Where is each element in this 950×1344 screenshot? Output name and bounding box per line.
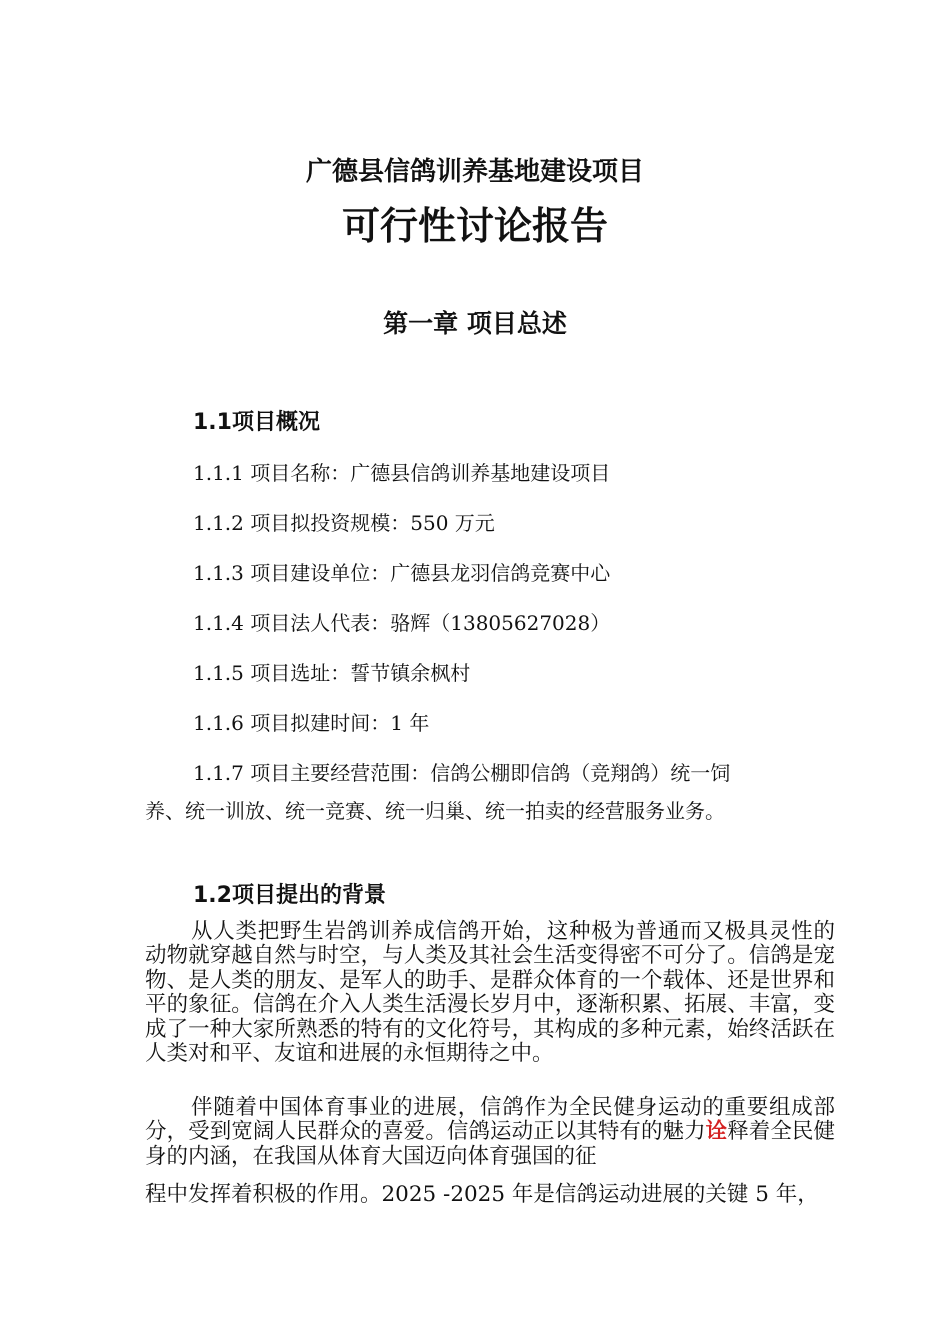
item-site-location: 1.1.5 项目选址：誓节镇余枫村: [193, 661, 471, 685]
background-paragraph-1: 从人类把野生岩鸽训养成信鸽开始，这种极为普通而又极具灵性的动物就穿越自然与时空，与人类及其社会生活变得密不可分了。信鸽是宠物、是人类的朋友、是军人的助手、是群众体育的一个载体、还是世界和平的象征。信鸽在介入人类生活漫长岁月中，逐渐积累、拓展、丰富，变成了一种大家所熟悉的特有的文化符号，其构成的多种元素，始终活跃在人类对和平、友谊和进展的永恒期待之中。: [145, 919, 835, 1067]
item-investment-scale: 1.1.2 项目拟投资规模：550 万元: [193, 511, 495, 535]
item-construction-time: 1.1.6 项目拟建时间：1 年: [193, 711, 430, 735]
item-construction-unit: 1.1.3 项目建设单位：广德县龙羽信鸽竞赛中心: [193, 561, 611, 585]
chapter-title: 第一章 项目总述: [383, 309, 567, 338]
item-business-scope-line1: 1.1.7 项目主要经营范围：信鸽公棚即信鸽（竞翔鸽）统一饲: [193, 761, 731, 785]
item-business-scope-line2: 养、统一训放、统一竞赛、统一归巢、统一拍卖的经营服务业务。: [145, 799, 725, 823]
item-legal-representative: 1.1.4 项目法人代表：骆辉（13805627028）: [193, 611, 611, 635]
background-paragraph-2-last-line: 程中发挥着积极的作用。2025 -2025 年是信鸽运动进展的关键 5 年，: [145, 1182, 819, 1207]
background-paragraph-2: [145, 1096, 835, 1169]
paragraph-2-text-after: 释着全民健身的内涵，在我国从体育大国迈向体育强国的征: [145, 1119, 835, 1169]
section-heading-1-1: 1.1项目概况: [193, 410, 320, 435]
document-title-line2: 可行性讨论报告: [341, 204, 608, 248]
paragraph-2-text-before: 伴随着中国体育事业的进展，信鸽作为全民健身运动的重要组成部分，受到宽阔人民群众的喜爱。信鸽运动正以其特有的魅力: [145, 1095, 835, 1145]
item-project-name: 1.1.1 项目名称：广德县信鸽训养基地建设项目: [193, 461, 611, 485]
document-title-line1: 广德县信鸽训养基地建设项目: [305, 157, 644, 187]
section-heading-1-2: 1.2项目提出的背景: [193, 883, 386, 908]
highlighted-character: 诠: [705, 1119, 728, 1145]
